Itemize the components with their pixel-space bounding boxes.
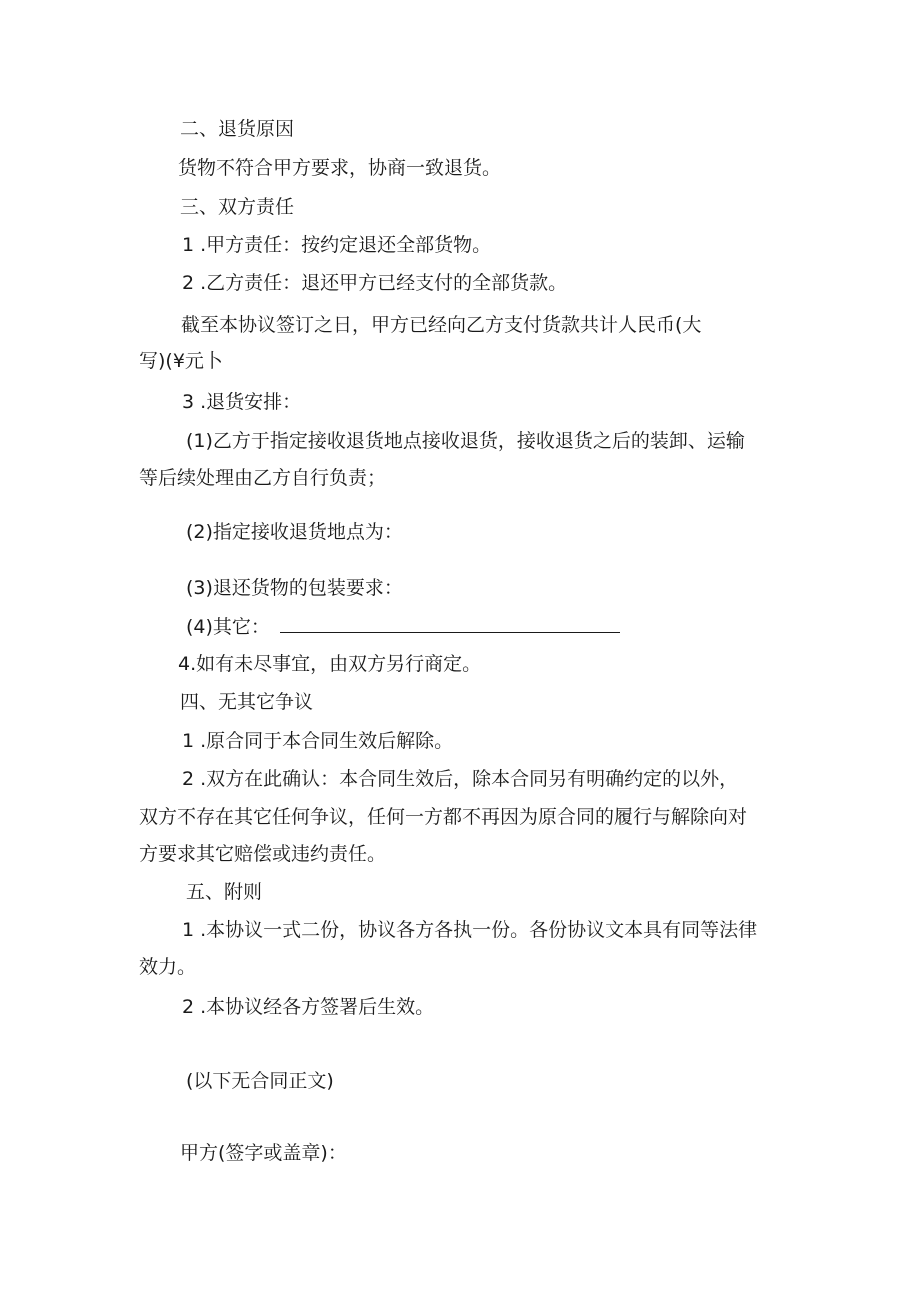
- section-3-heading: 三、双方责任: [180, 196, 295, 218]
- end-of-contract-note: (以下无合同正文): [186, 1070, 334, 1092]
- section-4-item-2-line-3: 方要求其它赔偿或违约责任。: [139, 843, 387, 865]
- section-5-heading: 五、附则: [186, 881, 263, 903]
- section-3-item-3-sub-1-line-2: 等后续处理由乙方自行负责；: [139, 467, 387, 489]
- section-5-item-1-line-2: 效力。: [139, 956, 197, 978]
- section-3-item-3: 3 .退货安排：: [182, 391, 302, 413]
- section-3-item-3-sub-1-line-1: (1)乙方于指定接收退货地点接收退货，接收退货之后的装卸、运输: [186, 430, 745, 452]
- section-2-body: 货物不符合甲方要求，协商一致退货。: [178, 157, 502, 179]
- section-4-item-1: 1 .原合同于本合同生效后解除。: [182, 730, 454, 752]
- party-a-signature-label: 甲方(签字或盖章)：: [180, 1142, 347, 1164]
- section-5-item-1-line-1: 1 .本协议一式二份，协议各方各执一份。各份协议文本具有同等法律: [182, 919, 758, 941]
- section-3-item-3-sub-3: (3)退还货物的包装要求：: [186, 577, 403, 599]
- section-5-item-2: 2 .本协议经各方签署后生效。: [182, 996, 435, 1018]
- section-3-item-3-sub-2: (2)指定接收退货地点为：: [186, 521, 403, 543]
- section-4-item-2-line-1: 2 .双方在此确认：本合同生效后，除本合同另有明确约定的以外，: [182, 768, 739, 790]
- section-3-item-4: 4.如有未尽事宜，由双方另行商定。: [178, 653, 482, 675]
- section-3-paid-line-2: 写)(¥元卜: [139, 350, 223, 372]
- section-3-item-1: 1 .甲方责任：按约定退还全部货物。: [182, 234, 492, 256]
- section-3-item-3-sub-4: [186, 614, 620, 639]
- section-4-heading: 四、无其它争议: [180, 691, 314, 713]
- sub-4-label: (4)其它：: [186, 616, 270, 638]
- section-3-item-2: 2 .乙方责任：退还甲方已经支付的全部货款。: [182, 272, 568, 294]
- blank-fill-line: [280, 614, 620, 633]
- section-2-heading: 二、退货原因: [180, 118, 295, 140]
- section-3-paid-line-1: 截至本协议签订之日，甲方已经向乙方支付货款共计人民币(大: [181, 314, 702, 336]
- section-4-item-2-line-2: 双方不存在其它任何争议，任何一方都不再因为原合同的履行与解除向对: [139, 806, 748, 828]
